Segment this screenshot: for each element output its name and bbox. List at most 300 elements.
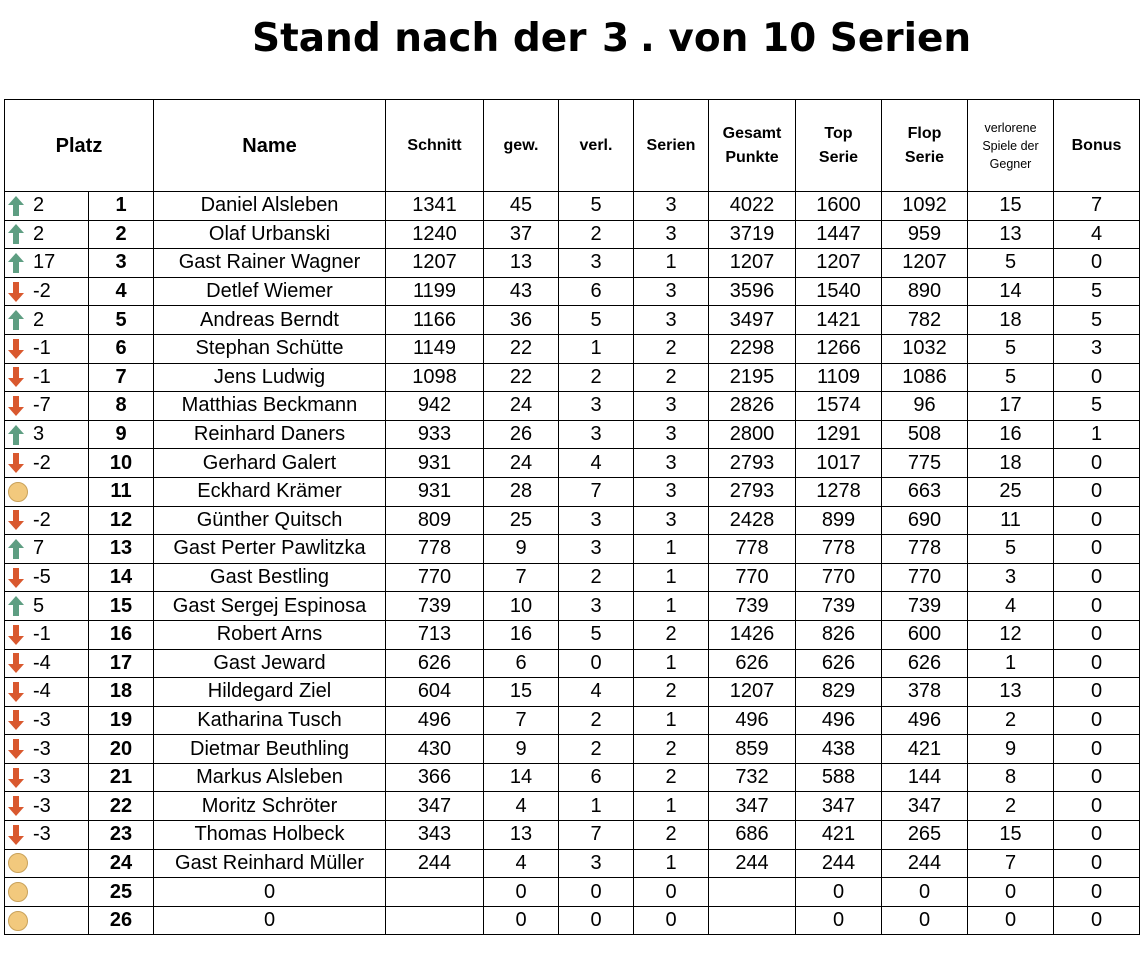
trend-cell [5, 420, 89, 449]
top-serie-cell: 826 [796, 620, 882, 649]
verlorene-cell: 18 [968, 449, 1054, 478]
name-cell: Eckhard Krämer [154, 477, 386, 506]
trend-cell [5, 649, 89, 678]
flop-serie-cell: 378 [882, 678, 968, 707]
bonus-cell: 5 [1054, 277, 1140, 306]
bonus-cell: 0 [1054, 506, 1140, 535]
trend-cell [5, 363, 89, 392]
serien-cell: 2 [634, 763, 709, 792]
verl-cell: 3 [559, 849, 634, 878]
rank-change: 5 [33, 594, 45, 617]
header-name: Name [154, 100, 386, 192]
gesamt-cell: 770 [709, 563, 796, 592]
gesamt-cell: 1207 [709, 249, 796, 278]
gesamt-cell: 859 [709, 735, 796, 764]
schnitt-cell: 366 [386, 763, 484, 792]
bonus-cell: 0 [1054, 878, 1140, 907]
header-gesamt-punkte [709, 100, 796, 192]
verl-cell: 7 [559, 477, 634, 506]
verl-cell: 3 [559, 506, 634, 535]
name-cell: Dietmar Beuthling [154, 735, 386, 764]
trend-cell [5, 763, 89, 792]
serien-cell: 1 [634, 249, 709, 278]
arrow-down-icon [7, 395, 25, 417]
bonus-cell: 0 [1054, 592, 1140, 621]
flop-serie-cell: 496 [882, 706, 968, 735]
arrow-down-icon [7, 567, 25, 589]
place-cell: 15 [89, 592, 154, 621]
verlorene-cell: 14 [968, 277, 1054, 306]
gew-cell: 43 [484, 277, 559, 306]
serien-cell: 3 [634, 306, 709, 335]
schnitt-cell: 1149 [386, 334, 484, 363]
serien-cell: 3 [634, 392, 709, 421]
name-cell: Jens Ludwig [154, 363, 386, 392]
place-cell: 17 [89, 649, 154, 678]
gew-cell: 13 [484, 821, 559, 850]
rank-change: 2 [33, 308, 45, 331]
gew-cell: 45 [484, 192, 559, 221]
verl-cell: 7 [559, 821, 634, 850]
table-row [5, 334, 1140, 363]
name-cell: Thomas Holbeck [154, 821, 386, 850]
trend-cell [5, 878, 89, 907]
schnitt-cell: 770 [386, 563, 484, 592]
header-verlorene-line-3: Gegner [989, 156, 1032, 171]
schnitt-cell: 1341 [386, 192, 484, 221]
trend-cell [5, 220, 89, 249]
verlorene-cell: 3 [968, 563, 1054, 592]
trend-cell [5, 706, 89, 735]
trend-cell [5, 792, 89, 821]
verl-cell: 3 [559, 420, 634, 449]
schnitt-cell: 244 [386, 849, 484, 878]
verl-cell: 3 [559, 392, 634, 421]
header-serien: Serien [634, 100, 709, 192]
bonus-cell: 5 [1054, 392, 1140, 421]
arrow-up-icon [7, 424, 25, 446]
table-row [5, 878, 1140, 907]
schnitt-cell: 739 [386, 592, 484, 621]
gesamt-cell: 2428 [709, 506, 796, 535]
unchanged-dot-icon [8, 853, 28, 873]
table-row [5, 363, 1140, 392]
trend-cell [5, 192, 89, 221]
place-cell: 9 [89, 420, 154, 449]
header-verlorene-line-2: Spiele der [982, 138, 1039, 153]
header-gesamt-line-2: Punkte [725, 148, 779, 166]
arrow-up-icon [7, 195, 25, 217]
top-serie-cell: 1278 [796, 477, 882, 506]
verlorene-cell: 2 [968, 792, 1054, 821]
place-cell: 13 [89, 535, 154, 564]
rank-change: -3 [33, 823, 51, 846]
gew-cell: 25 [484, 506, 559, 535]
table-row [5, 792, 1140, 821]
arrow-down-icon [7, 509, 25, 531]
verl-cell: 3 [559, 249, 634, 278]
schnitt-cell: 1166 [386, 306, 484, 335]
table-row [5, 849, 1140, 878]
arrow-down-icon [7, 452, 25, 474]
serien-cell: 1 [634, 649, 709, 678]
gesamt-cell: 2298 [709, 334, 796, 363]
unchanged-dot-icon [8, 482, 28, 502]
trend-cell [5, 849, 89, 878]
gew-cell: 6 [484, 649, 559, 678]
verl-cell: 6 [559, 277, 634, 306]
arrow-down-icon [7, 281, 25, 303]
bonus-cell: 0 [1054, 249, 1140, 278]
top-serie-cell: 496 [796, 706, 882, 735]
header-platz: Platz [5, 100, 154, 192]
gew-cell: 28 [484, 477, 559, 506]
schnitt-cell: 778 [386, 535, 484, 564]
gesamt-cell: 496 [709, 706, 796, 735]
verlorene-cell: 7 [968, 849, 1054, 878]
name-cell: 0 [154, 878, 386, 907]
table-row [5, 306, 1140, 335]
table-row [5, 592, 1140, 621]
top-serie-cell: 739 [796, 592, 882, 621]
arrow-down-icon [7, 767, 25, 789]
table-row [5, 449, 1140, 478]
table-row [5, 506, 1140, 535]
gesamt-cell: 1426 [709, 620, 796, 649]
place-cell: 8 [89, 392, 154, 421]
rank-change: -1 [33, 365, 51, 388]
verlorene-cell: 5 [968, 334, 1054, 363]
trend-cell [5, 334, 89, 363]
header-verl: verl. [559, 100, 634, 192]
flop-serie-cell: 96 [882, 392, 968, 421]
serien-cell: 1 [634, 592, 709, 621]
place-cell: 4 [89, 277, 154, 306]
gesamt-cell: 244 [709, 849, 796, 878]
name-cell: Matthias Beckmann [154, 392, 386, 421]
trend-cell [5, 678, 89, 707]
gesamt-cell: 1207 [709, 678, 796, 707]
name-cell: Moritz Schröter [154, 792, 386, 821]
verlorene-cell: 5 [968, 249, 1054, 278]
verlorene-cell: 9 [968, 735, 1054, 764]
gesamt-cell: 686 [709, 821, 796, 850]
place-cell: 2 [89, 220, 154, 249]
trend-cell [5, 906, 89, 935]
gesamt-cell: 778 [709, 535, 796, 564]
gesamt-cell: 4022 [709, 192, 796, 221]
top-serie-cell: 1207 [796, 249, 882, 278]
rank-change: -1 [33, 623, 51, 646]
name-cell: Gast Bestling [154, 563, 386, 592]
gew-cell: 0 [484, 878, 559, 907]
verl-cell: 5 [559, 306, 634, 335]
rank-change: -1 [33, 337, 51, 360]
flop-serie-cell: 1086 [882, 363, 968, 392]
place-cell: 20 [89, 735, 154, 764]
gew-cell: 4 [484, 849, 559, 878]
schnitt-cell: 626 [386, 649, 484, 678]
bonus-cell: 0 [1054, 763, 1140, 792]
rank-change: -3 [33, 708, 51, 731]
header-flop-serie [882, 100, 968, 192]
schnitt-cell: 347 [386, 792, 484, 821]
trend-cell [5, 449, 89, 478]
gew-cell: 15 [484, 678, 559, 707]
verlorene-cell: 16 [968, 420, 1054, 449]
table-row [5, 249, 1140, 278]
top-serie-cell: 1109 [796, 363, 882, 392]
table-row [5, 420, 1140, 449]
bonus-cell: 1 [1054, 420, 1140, 449]
verl-cell: 1 [559, 334, 634, 363]
gesamt-cell: 3596 [709, 277, 796, 306]
flop-serie-cell: 0 [882, 906, 968, 935]
header-flop-line-2: Serie [904, 148, 945, 166]
flop-serie-cell: 600 [882, 620, 968, 649]
table-row [5, 678, 1140, 707]
gesamt-cell [709, 906, 796, 935]
arrow-down-icon [7, 338, 25, 360]
table-row [5, 649, 1140, 678]
serien-cell: 3 [634, 277, 709, 306]
schnitt-cell: 931 [386, 449, 484, 478]
serien-cell: 1 [634, 792, 709, 821]
flop-serie-cell: 690 [882, 506, 968, 535]
header-top-serie [796, 100, 882, 192]
top-serie-cell: 588 [796, 763, 882, 792]
top-serie-cell: 244 [796, 849, 882, 878]
place-cell: 24 [89, 849, 154, 878]
gesamt-cell: 2826 [709, 392, 796, 421]
name-cell: Gast Rainer Wagner [154, 249, 386, 278]
schnitt-cell: 809 [386, 506, 484, 535]
place-cell: 26 [89, 906, 154, 935]
table-row [5, 821, 1140, 850]
place-cell: 11 [89, 477, 154, 506]
verlorene-cell: 11 [968, 506, 1054, 535]
flop-serie-cell: 778 [882, 535, 968, 564]
serien-cell: 2 [634, 678, 709, 707]
gew-cell: 24 [484, 449, 559, 478]
name-cell: Olaf Urbanski [154, 220, 386, 249]
gew-cell: 7 [484, 563, 559, 592]
title-series-number: 3 [602, 16, 630, 61]
table-row [5, 620, 1140, 649]
unchanged-dot-icon [8, 882, 28, 902]
verl-cell: 2 [559, 363, 634, 392]
verlorene-cell: 5 [968, 363, 1054, 392]
flop-serie-cell: 775 [882, 449, 968, 478]
gew-cell: 22 [484, 363, 559, 392]
verl-cell: 4 [559, 678, 634, 707]
verlorene-cell: 15 [968, 821, 1054, 850]
rank-change: -2 [33, 508, 51, 531]
schnitt-cell [386, 906, 484, 935]
gesamt-cell: 732 [709, 763, 796, 792]
gew-cell: 14 [484, 763, 559, 792]
title-part-3: . von 10 Serien [640, 16, 972, 61]
arrow-down-icon [7, 652, 25, 674]
name-cell: Stephan Schütte [154, 334, 386, 363]
trend-cell [5, 306, 89, 335]
rank-change: 2 [33, 194, 45, 217]
verlorene-cell: 13 [968, 220, 1054, 249]
trend-cell [5, 277, 89, 306]
top-serie-cell: 0 [796, 906, 882, 935]
top-serie-cell: 770 [796, 563, 882, 592]
verlorene-cell: 12 [968, 620, 1054, 649]
verl-cell: 0 [559, 906, 634, 935]
gesamt-cell: 2195 [709, 363, 796, 392]
top-serie-cell: 1574 [796, 392, 882, 421]
flop-serie-cell: 626 [882, 649, 968, 678]
bonus-cell: 3 [1054, 334, 1140, 363]
schnitt-cell: 604 [386, 678, 484, 707]
verl-cell: 2 [559, 735, 634, 764]
flop-serie-cell: 244 [882, 849, 968, 878]
place-cell: 10 [89, 449, 154, 478]
header-bonus: Bonus [1054, 100, 1140, 192]
flop-serie-cell: 782 [882, 306, 968, 335]
header-gesamt-line-1: Gesamt [722, 124, 782, 142]
verl-cell: 3 [559, 535, 634, 564]
flop-serie-cell: 890 [882, 277, 968, 306]
name-cell: Detlef Wiemer [154, 277, 386, 306]
verl-cell: 4 [559, 449, 634, 478]
gew-cell: 37 [484, 220, 559, 249]
serien-cell: 2 [634, 821, 709, 850]
header-verlorene-spiele [968, 100, 1054, 192]
flop-serie-cell: 265 [882, 821, 968, 850]
top-serie-cell: 1266 [796, 334, 882, 363]
serien-cell: 0 [634, 878, 709, 907]
header-verlorene-line-1: verlorene [984, 120, 1037, 135]
arrow-down-icon [7, 681, 25, 703]
verl-cell: 1 [559, 792, 634, 821]
arrow-down-icon [7, 824, 25, 846]
serien-cell: 1 [634, 849, 709, 878]
flop-serie-cell: 770 [882, 563, 968, 592]
verlorene-cell: 4 [968, 592, 1054, 621]
bonus-cell: 7 [1054, 192, 1140, 221]
bonus-cell: 0 [1054, 706, 1140, 735]
serien-cell: 3 [634, 420, 709, 449]
place-cell: 21 [89, 763, 154, 792]
top-serie-cell: 899 [796, 506, 882, 535]
table-row [5, 477, 1140, 506]
bonus-cell: 0 [1054, 563, 1140, 592]
bonus-cell: 0 [1054, 821, 1140, 850]
gew-cell: 4 [484, 792, 559, 821]
verlorene-cell: 5 [968, 535, 1054, 564]
title-part-1: Stand nach der [252, 16, 587, 61]
name-cell: Gerhard Galert [154, 449, 386, 478]
arrow-up-icon [7, 595, 25, 617]
schnitt-cell: 496 [386, 706, 484, 735]
gesamt-cell: 626 [709, 649, 796, 678]
serien-cell: 3 [634, 506, 709, 535]
name-cell: Markus Alsleben [154, 763, 386, 792]
table-row [5, 735, 1140, 764]
place-cell: 23 [89, 821, 154, 850]
top-serie-cell: 1540 [796, 277, 882, 306]
rank-change: -2 [33, 280, 51, 303]
gesamt-cell: 739 [709, 592, 796, 621]
place-cell: 18 [89, 678, 154, 707]
rank-change: -3 [33, 766, 51, 789]
flop-serie-cell: 1207 [882, 249, 968, 278]
gew-cell: 10 [484, 592, 559, 621]
schnitt-cell: 942 [386, 392, 484, 421]
table-row [5, 563, 1140, 592]
verlorene-cell: 13 [968, 678, 1054, 707]
gew-cell: 36 [484, 306, 559, 335]
header-flop-line-1: Flop [907, 124, 942, 142]
trend-cell [5, 535, 89, 564]
place-cell: 22 [89, 792, 154, 821]
name-cell: Hildegard Ziel [154, 678, 386, 707]
serien-cell: 3 [634, 449, 709, 478]
bonus-cell: 0 [1054, 477, 1140, 506]
header-schnitt: Schnitt [386, 100, 484, 192]
verlorene-cell: 15 [968, 192, 1054, 221]
gesamt-cell [709, 878, 796, 907]
place-cell: 5 [89, 306, 154, 335]
name-cell: Reinhard Daners [154, 420, 386, 449]
serien-cell: 3 [634, 192, 709, 221]
unchanged-dot-icon [8, 911, 28, 931]
top-serie-cell: 1447 [796, 220, 882, 249]
serien-cell: 1 [634, 563, 709, 592]
name-cell: Gast Reinhard Müller [154, 849, 386, 878]
gew-cell: 22 [484, 334, 559, 363]
table-row [5, 192, 1140, 221]
verl-cell: 3 [559, 592, 634, 621]
bonus-cell: 0 [1054, 792, 1140, 821]
name-cell: Gast Perter Pawlitzka [154, 535, 386, 564]
name-cell: Andreas Berndt [154, 306, 386, 335]
arrow-down-icon [7, 366, 25, 388]
top-serie-cell: 829 [796, 678, 882, 707]
flop-serie-cell: 1032 [882, 334, 968, 363]
serien-cell: 3 [634, 220, 709, 249]
verlorene-cell: 2 [968, 706, 1054, 735]
bonus-cell: 0 [1054, 449, 1140, 478]
verl-cell: 5 [559, 620, 634, 649]
header-top-line-2: Serie [818, 148, 859, 166]
bonus-cell: 0 [1054, 849, 1140, 878]
place-cell: 6 [89, 334, 154, 363]
place-cell: 3 [89, 249, 154, 278]
trend-cell [5, 249, 89, 278]
name-cell: Gast Sergej Espinosa [154, 592, 386, 621]
rank-change: 2 [33, 222, 45, 245]
gew-cell: 9 [484, 735, 559, 764]
flop-serie-cell: 347 [882, 792, 968, 821]
gew-cell: 13 [484, 249, 559, 278]
flop-serie-cell: 144 [882, 763, 968, 792]
arrow-down-icon [7, 738, 25, 760]
name-cell: 0 [154, 906, 386, 935]
place-cell: 12 [89, 506, 154, 535]
schnitt-cell: 1207 [386, 249, 484, 278]
arrow-up-icon [7, 252, 25, 274]
rank-change: -4 [33, 651, 51, 674]
schnitt-cell [386, 878, 484, 907]
verl-cell: 0 [559, 878, 634, 907]
gew-cell: 0 [484, 906, 559, 935]
